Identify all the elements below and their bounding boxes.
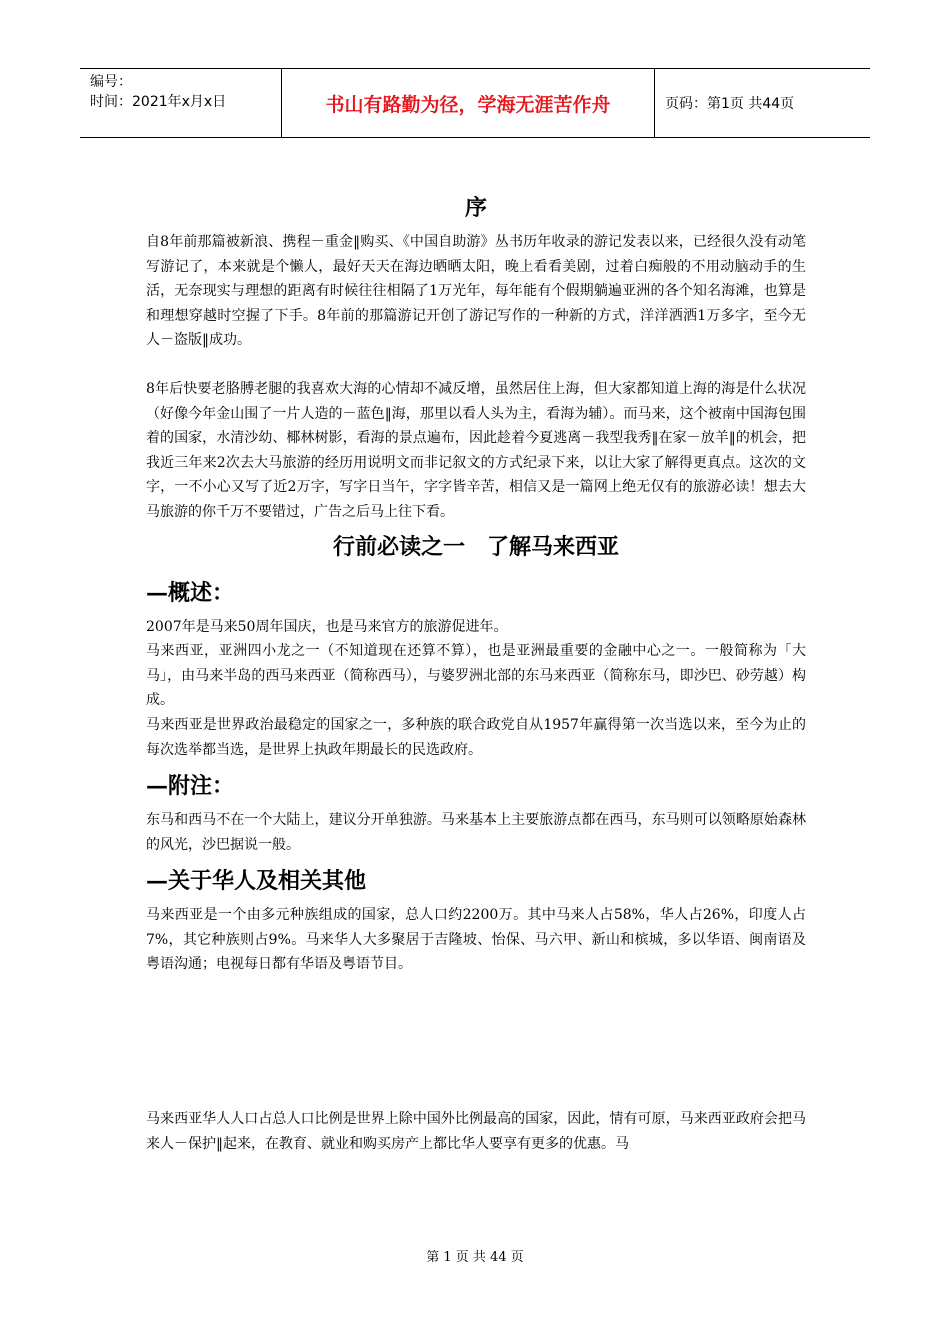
header-page-number: 页码：第1页 共44页 xyxy=(665,96,795,112)
preface-paragraph-1: 自8年前那篇被新浪、携程－重金‖购买、《中国自助游》丛书历年收录的游记发表以来，已经很久没有动笔写游记了，本来就是个懒人，最好天天在海边晒晒太阳，晚上看看美剧，过着白痴般的不用动脑动手的生活，无奈现实与理想的距离有时候往往相隔了1万光年，每年能有个假期躺遍亚洲的各个知名海滩，也算是和理想穿越时空握了下手。8年前的那篇游记开创了游记写作的一种新的方式，洋洋洒洒1万多字，至今无人－盗版‖成功。 xyxy=(146,234,806,349)
page-header xyxy=(80,68,870,138)
note-heading: —附注： xyxy=(146,773,235,800)
note-paragraph: 东马和西马不在一个大陆上，建议分开单独游。马来基本上主要旅游点都在西马，东马则可以领略原始森林的风光，沙巴据说一般。 xyxy=(146,812,806,853)
chinese-paragraph-1: 马来西亚是一个由多元种族组成的国家，总人口约2200万。其中马来人占58%，华人占26%，印度人占7%，其它种族则占9%。马来华人大多聚居于吉隆坡、怡保、马六甲、新山和槟城，多以华语、闽南语及粤语沟通；电视每日都有华语及粤语节目。 xyxy=(146,907,806,973)
paragraph-spacer xyxy=(146,353,806,377)
header-motto: 书山有路勤为径，学海无涯苦作舟 xyxy=(282,69,655,137)
document-number-label: 编号： xyxy=(90,74,132,90)
overview-paragraph-2: 马来西亚，亚洲四小龙之一（不知道现在还算不算），也是亚洲最重要的金融中心之一。一般简称为「大马」，由马来半岛的西马来西亚（简称西马），与婆罗洲北部的东马来西亚（简称东马，即沙巴、砂劳越）构成。 xyxy=(146,643,806,709)
overview-paragraph-1: 2007年是马来50周年国庆，也是马来官方的旅游促进年。 xyxy=(146,618,508,635)
overview-paragraph-3: 马来西亚是世界政治最稳定的国家之一，多种族的联合政党自从1957年赢得第一次当选以来，至今为止的每次选举都当选，是世界上执政年期最长的民选政府。 xyxy=(146,716,806,758)
blank-space xyxy=(146,977,806,1107)
overview-heading: —概述： xyxy=(146,579,235,606)
page-footer: 第 1 页 共 44 页 xyxy=(426,1250,524,1265)
preface-title: 序 xyxy=(464,195,487,221)
header-info xyxy=(80,69,282,137)
document-date-label: 时间：2021年x月x日 xyxy=(90,94,227,110)
section-heading: 行前必读之一 了解马来西亚 xyxy=(332,533,619,560)
document-body xyxy=(146,190,806,1156)
chinese-paragraph-2: 马来西亚华人人口占总人口比例是世界上除中国外比例最高的国家，因此，情有可原，马来西亚政府会把马来人－保护‖起来，在教育、就业和购买房产上都比华人要享有更多的优惠。马 xyxy=(146,1111,806,1152)
preface-paragraph-2: 8年后快要老胳膊老腿的我喜欢大海的心情却不减反增，虽然居住上海，但大家都知道上海的海是什么状况（好像今年金山围了一片人造的－蓝色‖海，那里以看人头为主，看海为辅）。而马来，这个被南中国海包围着的国家，水清沙幼、椰林树影，看海的景点遍布，因此趁着今夏逃离－我型我秀‖在家－放羊‖的机会，把我近三年来2次去大马旅游的经历用说明文而非记叙文的方式纪录下来，以让大家了解得更真点。这次的文字，一不小心又写了近2万字，写字日当午，字字皆辛苦，相信又是一篇网上绝无仅有的旅游必读！想去大马旅游的你千万不要错过，广告之后马上往下看。 xyxy=(146,380,806,520)
chinese-heading: —关于华人及相关其他 xyxy=(146,868,367,895)
